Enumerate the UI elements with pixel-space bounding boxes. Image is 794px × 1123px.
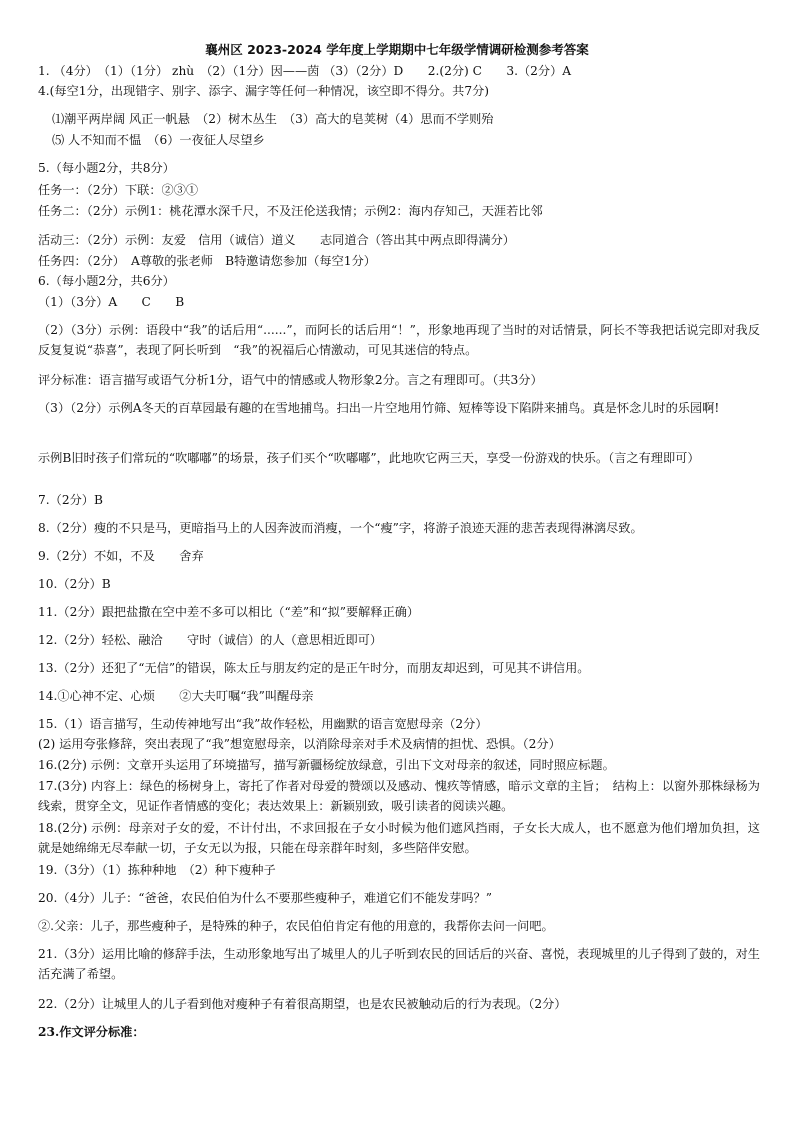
answer-q4-header: 4.(每空1分，出现错字、别字、添字、漏字等任何一种情况，该空即不得分。共7分)	[38, 84, 490, 98]
answer-q20-father: ②.父亲：儿子，那些瘦种子，是特殊的种子，农民伯伯肯定有他的用意的，我帮你去问一问吧。	[38, 919, 554, 933]
answer-q16: 16.(2分) 示例：文章开头运用了环境描写，描写新疆杨绽放绿意，引出下文对母亲的叙述，同时照应标题。	[38, 758, 615, 772]
answer-q15-1: 15.（1）语言描写，生动传神地写出“我”故作轻松，用幽默的语言宽慰母亲（2分）	[38, 717, 488, 731]
answer-q5-activity3: 活动三：（2分）示例：友爱 信用（诚信）道义 志同道合（答出其中两点即得满分）	[38, 233, 515, 247]
answer-q5-task2: 任务二：（2分）示例1：桃花潭水深千尺，不及汪伦送我情；示例2：海内存知己，天涯若比邻	[38, 204, 543, 218]
answer-q12: 12.（2分）轻松、融洽 守时（诚信）的人（意思相近即可）	[38, 633, 383, 647]
answer-q5-task4: 任务四：（2分） A尊敬的张老师 B特邀请您参加（每空1分）	[38, 254, 376, 268]
answer-q6-3-example-a: （3）（2分）示例A冬天的百草园最有趣的在雪地捕鸟。扫出一片空地用竹筛、短棒等设下陷阱来捕鸟。真是怀念儿时的乐园啊!	[38, 401, 720, 415]
answer-q6-1: （1）（3分）A C B	[38, 295, 185, 309]
answer-q6-header: 6.（每小题2分，共6分）	[38, 274, 175, 288]
answer-q7: 7.（2分）B	[38, 493, 103, 507]
answer-q9: 9.（2分）不如，不及 舍弃	[38, 549, 204, 563]
answer-q17: 17.(3分) 内容上：绿色的杨树身上，寄托了作者对母爱的赞颂以及感动、愧疚等情感，暗示文章的主旨； 结构上：以窗外那株绿杨为线索，贯穿全文，见证作者情感的变化；表达效果上：新颖别致，吸引读者的阅读兴趣。	[38, 779, 760, 813]
answer-q23-heading: 23.作文评分标准：	[38, 1025, 145, 1039]
answer-q8: 8.（2分）瘦的不只是马，更暗指马上的人因奔波而消瘦，一个“瘦”字，将游子浪迹天涯的悲苦表现得淋漓尽致。	[38, 521, 643, 535]
answer-q13: 13.（2分）还犯了“无信”的错误，陈太丘与朋友约定的是正午时分，而朋友却迟到，可见其不讲信用。	[38, 661, 590, 675]
answer-q6-3-example-b: 示例B旧时孩子们常玩的“吹嘟嘟”的场景，孩子们买个“吹嘟嘟”，此地吹它两三天，享受一份游戏的快乐。（言之有理即可）	[38, 451, 700, 465]
answer-q4-line2: ⑸ 人不知而不愠 （6）一夜征人尽望乡	[52, 133, 265, 147]
answer-q5-header: 5.（每小题2分，共8分）	[38, 161, 175, 175]
answer-q18: 18.(2分) 示例：母亲对子女的爱，不计付出，不求回报在子女小时候为他们遮风挡雨，子女长大成人，也不愿意为他们增加负担，这就是她绵绵无尽奉献一切，子女无以为报，只能在母亲群年时刻，多些陪伴安慰。	[38, 821, 760, 855]
answer-q6-2: （2）（3分）示例：语段中“我”的话后用“......”，而阿长的话后用“！”，形象地再现了当时的对话情景，阿长不等我把话说完即对我反反复复说“恭喜”，表现了阿长听到 “我”的祝福后心情激动，可见其迷信的特点。	[38, 323, 760, 357]
answer-q1-3: 1. （4分） （1）（1分） zhù （2）（1分）因——茵 （3）（2分）D 2.(2分) C 3.（2分）A	[38, 64, 572, 78]
document-title: 襄州区 2023-2024 学年度上学期期中七年级学情调研检测参考答案	[205, 42, 589, 57]
answer-q5-task1: 任务一：（2分）下联：②③①	[38, 183, 199, 197]
answer-q10: 10.（2分）B	[38, 577, 111, 591]
answer-q11: 11.（2分）跟把盐撒在空中差不多可以相比（“差”和“拟”要解释正确）	[38, 605, 420, 619]
answer-q15-2: (2) 运用夸张修辞，突出表现了“我”想宽慰母亲，以消除母亲对手术及病情的担忧、恐惧。（2分）	[38, 737, 561, 751]
answer-q14: 14.①心神不定、心烦 ②大夫叮嘱“我”叫醒母亲	[38, 689, 314, 703]
answer-q19: 19.（3分）（1）拣种种地 （2）种下瘦种子	[38, 863, 276, 877]
answer-q6-scoring: 评分标准：语言描写或语气分析1分，语气中的情感或人物形象2分。言之有理即可。（共3分）	[38, 373, 543, 387]
answer-q4-line1: ⑴潮平两岸阔 风正一帆悬 （2）树木丛生 （3）高大的皂荚树（4）思而不学则殆	[52, 112, 494, 126]
answer-q21: 21.（3分）运用比喻的修辞手法，生动形象地写出了城里人的儿子听到农民的回话后的兴奋、喜悦，表现城里的儿子得到了鼓的，对生活充满了希望。	[38, 947, 760, 981]
answer-q20-son: 20.（4分）儿子：“爸爸，农民伯伯为什么不要那些瘦种子，难道它们不能发芽吗？”	[38, 891, 492, 905]
answer-q22: 22.（2分）让城里人的儿子看到他对瘦种子有着很高期望，也是农民被触动后的行为表现。（2分）	[38, 997, 567, 1011]
